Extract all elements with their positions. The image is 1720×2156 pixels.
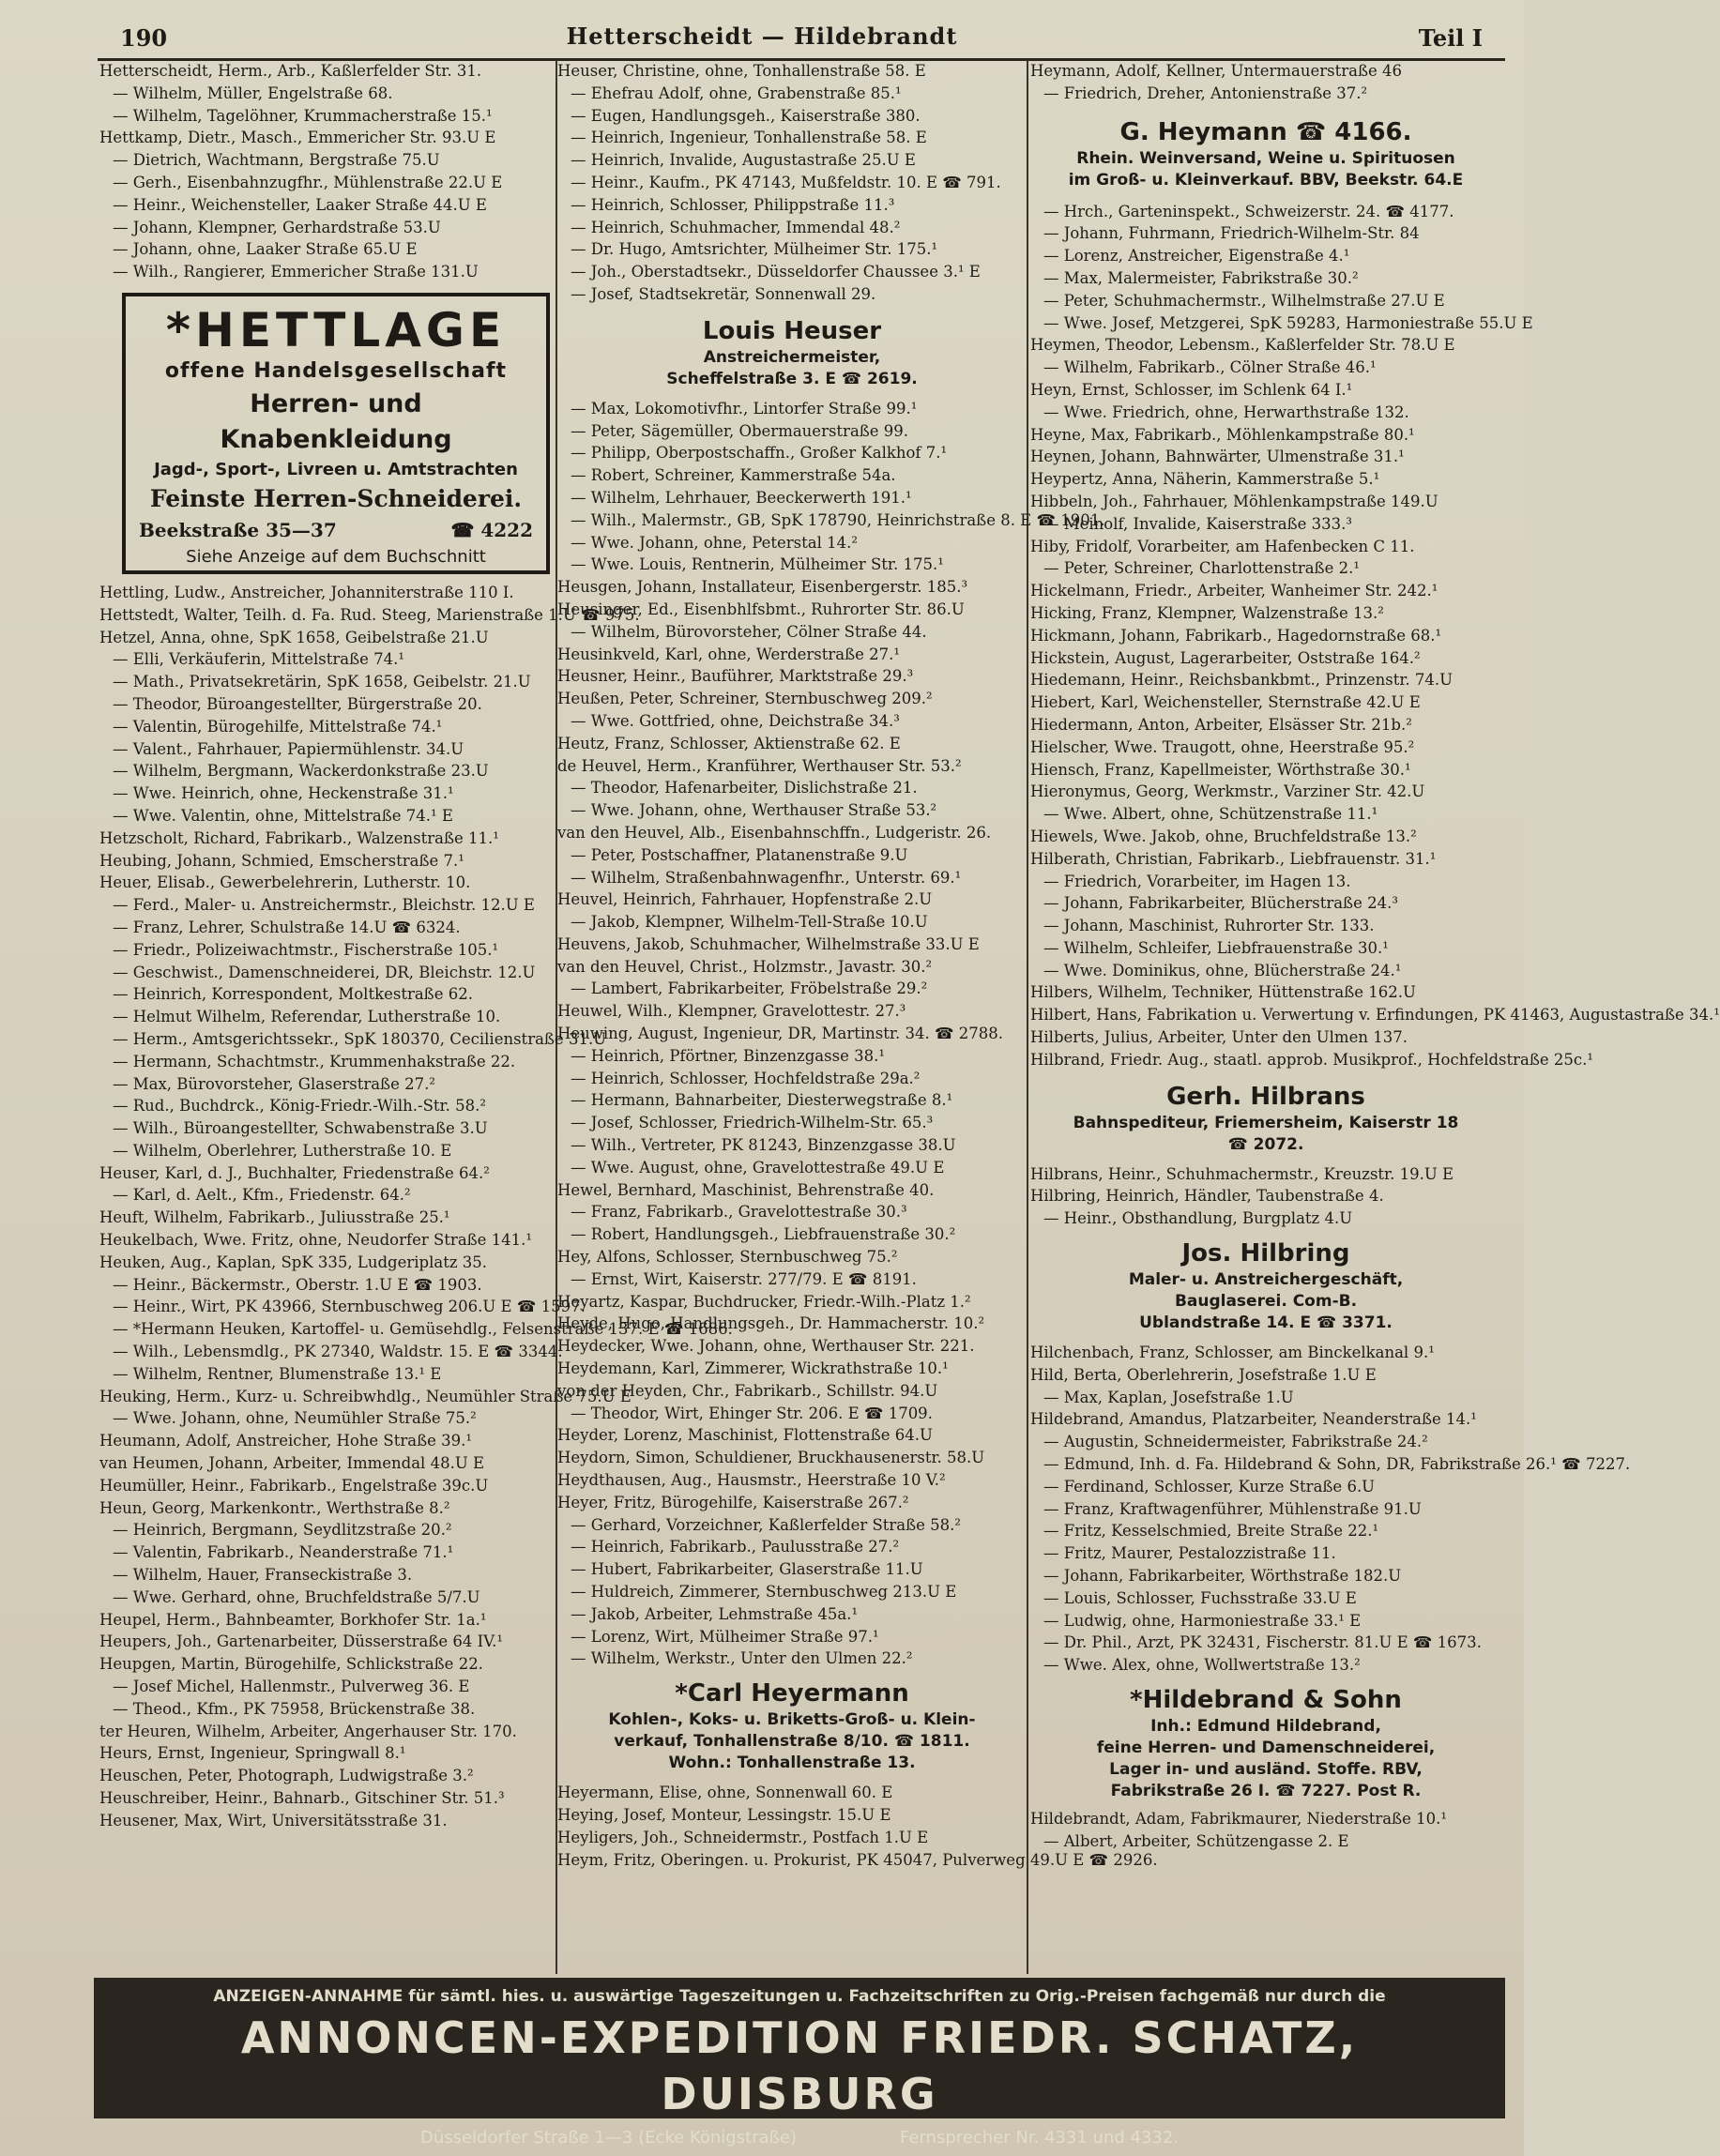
directory-entry: — Wilhelm, Bergmann, Wackerdonkstraße 23.U xyxy=(113,762,489,781)
directory-entry: — Johann, Klempner, Gerhardstraße 53.U xyxy=(113,218,441,236)
ad-company-name: Louis Heuser xyxy=(702,316,882,345)
directory-entry: Heuschreiber, Heinr., Bahnarb., Gitschiner Str. 51.³ xyxy=(99,1789,505,1807)
directory-entry: Hickmann, Johann, Fabrikarb., Hagedornstraße 68.¹ xyxy=(1030,626,1442,645)
directory-entry: — Johann, Maschinist, Ruhrorter Str. 133. xyxy=(1043,917,1375,935)
directory-entry: — Wwe. Valentin, ohne, Mittelstraße 74.¹ E xyxy=(113,806,453,825)
entry-list xyxy=(1028,60,1503,105)
directory-entry: — Theodor, Büroangestellter, Bürgerstraße 20. xyxy=(113,694,482,713)
directory-entry: Hieronymus, Georg, Werkmstr., Varziner Str. 42.U xyxy=(1030,782,1425,801)
ad-line: ☎ 2072. xyxy=(1227,1134,1304,1154)
entry-list xyxy=(556,398,1105,1670)
ad-note: Siehe Anzeige auf dem Buchschnitt xyxy=(186,546,486,567)
directory-entry: — Eugen, Handlungsgeh., Kaiserstraße 380. xyxy=(571,106,921,125)
hilbrans-advertisement xyxy=(1030,1081,1501,1156)
directory-entry: — Wwe. Johann, ohne, Neumühler Straße 75.² xyxy=(113,1409,477,1428)
directory-entry: — Heinrich, Schuhmacher, Immendal 48.² xyxy=(571,218,901,236)
directory-entry: Heubing, Johann, Schmied, Emscherstraße 7.¹ xyxy=(99,851,464,870)
directory-entry: — Heinrich, Invalide, Augustastraße 25.U E xyxy=(571,151,916,170)
ad-line: Anstreichermeister, xyxy=(703,347,881,367)
directory-entry: — Heinrich, Pförtner, Binzenzgasse 38.¹ xyxy=(571,1046,885,1065)
directory-entry: — Heinrich, Schlosser, Philippstraße 11.³ xyxy=(571,195,895,214)
directory-entry: Heumüller, Heinr., Fabrikarb., Engelstraße 39c.U xyxy=(99,1476,489,1495)
directory-entry: Hettling, Ludw., Anstreicher, Johanniterstraße 110 I. xyxy=(99,583,514,601)
ad-line: Bahnspediteur, Friemersheim, Kaiserstr 18 xyxy=(1073,1113,1459,1132)
directory-entry: Heyligers, Joh., Schneidermstr., Postfach 1.U E xyxy=(557,1828,929,1846)
directory-entry: — Hubert, Fabrikarbeiter, Glaserstraße 11.U xyxy=(571,1560,923,1579)
directory-entry: Heurs, Ernst, Ingenieur, Springwall 8.¹ xyxy=(99,1744,406,1763)
directory-entry: Heymann, Adolf, Kellner, Untermauerstraße 46 xyxy=(1030,62,1402,80)
directory-entry: — Gerh., Eisenbahnzugfhr., Mühlenstraße 22.U E xyxy=(113,173,503,191)
directory-entry: Heuer, Elisab., Gewerbelehrerin, Lutherstr. 10. xyxy=(99,873,471,892)
ad-line: verkauf, Tonhallenstraße 8/10. ☎ 1811. xyxy=(614,1732,970,1752)
directory-entry: — Friedrich, Dreher, Antonienstraße 37.² xyxy=(1043,84,1368,102)
ad-contact xyxy=(135,516,537,544)
directory-entry: ter Heuren, Wilhelm, Arbeiter, Angerhauser Str. 170. xyxy=(99,1722,517,1740)
directory-entry: Hewel, Bernhard, Maschinist, Behrenstraße 40. xyxy=(557,1180,935,1199)
footer-notice: ANZEIGEN-ANNAHME für sämtl. hies. u. auswärtige Tageszeitungen u. Fachzeitschriften zu Orig.-Preisen fachgemäß nur durch die xyxy=(213,1987,1386,2006)
directory-entry: — Valentin, Fabrikarb., Neanderstraße 71.¹ xyxy=(113,1543,454,1562)
directory-entry: Heuwel, Wilh., Klempner, Gravelottestr. 27.³ xyxy=(557,1002,906,1021)
directory-entry: — Franz, Fabrikarb., Gravelottestraße 30.³ xyxy=(571,1203,907,1222)
directory-entry: Hicking, Franz, Klempner, Walzenstraße 13.² xyxy=(1030,603,1384,622)
directory-entry: — Heinrich, Bergmann, Seydlitzstraße 20.² xyxy=(113,1521,452,1540)
directory-entry: Heydecker, Wwe. Johann, ohne, Werthauser Str. 221. xyxy=(557,1337,975,1356)
directory-entry: Hilbring, Heinrich, Händler, Taubenstraße 4. xyxy=(1030,1187,1384,1206)
directory-entry: Hetzel, Anna, ohne, SpK 1658, Geibelstraße 21.U xyxy=(99,628,489,646)
directory-entry: — Huldreich, Zimmerer, Sternbuschweg 213.U E xyxy=(571,1583,957,1601)
directory-entry: — Wwe. Gerhard, ohne, Bruchfeldstraße 5/7.U xyxy=(113,1587,480,1606)
ad-line: Feinste Herren-Schneiderei. xyxy=(149,484,523,512)
directory-entry: Heusgen, Johann, Installateur, Eisenbergerstr. 185.³ xyxy=(557,578,968,597)
directory-entry: Heyne, Max, Fabrikarb., Möhlenkampstraße 80.¹ xyxy=(1030,425,1415,444)
directory-entry: — Ferdinand, Schlosser, Kurze Straße 6.U xyxy=(1043,1477,1376,1496)
directory-entry: — Wilhelm, Bürovorsteher, Cölner Straße 44. xyxy=(571,622,927,641)
directory-entry: Heyn, Ernst, Schlosser, im Schlenk 64 I.¹ xyxy=(1030,380,1353,399)
directory-entry: Heuschen, Peter, Photograph, Ludwigstraße 3.² xyxy=(99,1767,474,1785)
directory-entry: — Heinr., Wirt, PK 43966, Sternbuschweg 206.U E ☎ 1597. xyxy=(113,1298,586,1316)
directory-entry: — Peter, Schuhmachermstr., Wilhelmstraße 27.U E xyxy=(1043,291,1445,310)
directory-entry: — Franz, Kraftwagenführer, Mühlenstraße 91.U xyxy=(1043,1499,1422,1518)
directory-entry: — Josef Michel, Hallenmstr., Pulverweg 36. E xyxy=(113,1678,470,1696)
ad-line: Lager in- und ausländ. Stoffe. RBV, xyxy=(1109,1760,1423,1780)
heuser-advertisement xyxy=(557,315,1027,390)
directory-entry: — Jakob, Arbeiter, Lehmstraße 45a.¹ xyxy=(571,1604,859,1623)
footer-phone: Fernsprecher Nr. 4331 und 4332. xyxy=(900,2128,1180,2148)
directory-entry: Hiby, Fridolf, Vorarbeiter, am Hafenbecken C 11. xyxy=(1030,537,1415,555)
directory-entry: — Dr. Phil., Arzt, PK 32431, Fischerstr. 81.U E ☎ 1673. xyxy=(1043,1633,1482,1652)
ad-specialty: Herren- und Knabenkleidung xyxy=(220,388,452,454)
directory-entry: — Wilh., Vertreter, PK 81243, Binzenzgasse 38.U xyxy=(571,1136,956,1155)
hettlage-advertisement xyxy=(122,293,550,574)
directory-entry: Hildebrand, Amandus, Platzarbeiter, Neanderstraße 14.¹ xyxy=(1030,1410,1477,1429)
directory-entry: Hilbrand, Friedr. Aug., staatl. approb. Musikprof., Hochfeldstraße 25c.¹ xyxy=(1030,1050,1594,1069)
directory-entry: — Wilh., Büroangestellter, Schwabenstraße 3.U xyxy=(113,1119,488,1138)
directory-entry: Hetzscholt, Richard, Fabrikarb., Walzenstraße 11.¹ xyxy=(99,828,499,847)
ad-line: Scheffelstraße 3. E ☎ 2619. xyxy=(666,369,918,388)
directory-entry: Hilberts, Julius, Arbeiter, Unter den Ulmen 137. xyxy=(1030,1028,1408,1047)
directory-entry: — Meinolf, Invalide, Kaiserstraße 333.³ xyxy=(1043,514,1352,533)
directory-entry: — Heinr., Obsthandlung, Burgplatz 4.U xyxy=(1043,1209,1353,1228)
ad-line: Jagd-, Sport-, Livreen u. Amtstrachten xyxy=(154,459,518,479)
directory-entry: — Philipp, Oberpostschaffn., Großer Kalkhof 7.¹ xyxy=(571,444,948,463)
directory-entry: — Wwe. Johann, ohne, Peterstal 14.² xyxy=(571,533,858,552)
entry-list xyxy=(98,60,556,283)
footer-banner xyxy=(94,1978,1505,2148)
directory-entry: — Wwe. Alex, ohne, Wollwertstraße 13.² xyxy=(1043,1656,1361,1675)
directory-entry: — Fritz, Kesselschmied, Breite Straße 22.¹ xyxy=(1043,1522,1379,1541)
directory-entry: — Wilhelm, Lehrhauer, Beeckerwerth 191.¹ xyxy=(571,488,912,507)
footer-contact xyxy=(94,2122,1505,2154)
directory-entry: Heyermann, Elise, ohne, Sonnenwall 60. E xyxy=(557,1784,893,1802)
directory-entry: Heuft, Wilhelm, Fabrikarb., Juliusstraße 25.¹ xyxy=(99,1208,450,1227)
page-title: Hetterscheidt — Hildebrandt xyxy=(566,23,958,50)
directory-entry: — Wwe. Johann, ohne, Werthauser Straße 53.² xyxy=(571,801,937,820)
directory-entry: Heuser, Karl, d. J., Buchhalter, Friedenstraße 64.² xyxy=(99,1163,490,1182)
directory-entry: — Theod., Kfm., PK 75958, Brückenstraße 38. xyxy=(113,1699,476,1718)
heymann-advertisement xyxy=(1030,116,1501,191)
directory-entry: — Wilhelm, Straßenbahnwagenfhr., Unterstr. 69.¹ xyxy=(571,868,962,887)
directory-entry: — Heinr., Weichensteller, Laaker Straße 44.U E xyxy=(113,195,487,214)
directory-entry: — Hrch., Garteninspekt., Schweizerstr. 24. ☎ 4177. xyxy=(1043,202,1454,220)
directory-entry: — Herm., Amtsgerichtssekr., SpK 180370, Cecilienstraße 31.U xyxy=(113,1029,607,1048)
directory-entry: Hilbers, Wilhelm, Techniker, Hüttenstraße 162.U xyxy=(1030,983,1416,1002)
entry-list xyxy=(1028,1163,1503,1230)
directory-entry: Heying, Josef, Monteur, Lessingstr. 15.U E xyxy=(557,1805,891,1824)
entry-list xyxy=(556,60,1028,306)
ad-company-name: *Carl Heyermann xyxy=(675,1679,909,1708)
directory-entry: Hilberath, Christian, Fabrikarb., Liebfrauenstr. 31.¹ xyxy=(1030,849,1437,868)
directory-entry: Heyder, Lorenz, Maschinist, Flottenstraße 64.U xyxy=(557,1426,933,1445)
directory-entry: Hiebert, Karl, Weichensteller, Sternstraße 42.U E xyxy=(1030,693,1421,712)
directory-entry: — Louis, Schlosser, Fuchsstraße 33.U E xyxy=(1043,1588,1357,1607)
directory-entry: Heumann, Adolf, Anstreicher, Hohe Straße 39.¹ xyxy=(99,1432,472,1450)
directory-entry: — Johann, Fuhrmann, Friedrich-Wilhelm-Str. 84 xyxy=(1043,224,1420,243)
directory-entry: — Wwe. Dominikus, ohne, Blücherstraße 24.¹ xyxy=(1043,961,1402,979)
directory-entry: — Edmund, Inh. d. Fa. Hildebrand & Sohn, DR, Fabrikstraße 26.¹ ☎ 7227. xyxy=(1043,1455,1631,1474)
directory-entry: Heyer, Fritz, Bürogehilfe, Kaiserstraße 267.² xyxy=(557,1493,909,1511)
directory-entry: — Heinr., Bäckermstr., Oberstr. 1.U E ☎ 1903. xyxy=(113,1275,482,1294)
directory-entry: — Ehefrau Adolf, ohne, Grabenstraße 85.¹ xyxy=(571,84,902,102)
ad-company-name: *Hildebrand & Sohn xyxy=(1130,1686,1402,1715)
directory-entry: — Friedr., Polizeiwachtmstr., Fischerstraße 105.¹ xyxy=(113,940,499,959)
directory-entry: — Wwe. August, ohne, Gravelottestraße 49.U E xyxy=(571,1158,945,1177)
directory-entry: — Wwe. Louis, Rentnerin, Mülheimer Str. 175.¹ xyxy=(571,555,944,574)
directory-entry: Hiedermann, Anton, Arbeiter, Elsässer Str. 21b.² xyxy=(1030,715,1412,734)
entry-list xyxy=(1028,201,1720,1071)
directory-entry: — Robert, Handlungsgeh., Liebfrauenstraße 30.² xyxy=(571,1225,956,1244)
directory-entry: — Wwe. Albert, ohne, Schützenstraße 11.¹ xyxy=(1043,805,1378,824)
directory-entry: — Peter, Postschaffner, Platanenstraße 9.U xyxy=(571,845,908,864)
directory-entry: Hettkamp, Dietr., Masch., Emmericher Str. 93.U E xyxy=(99,129,496,147)
ad-line: Rhein. Weinversand, Weine u. Spirituosen xyxy=(1076,148,1455,168)
directory-entry: Heym, Fritz, Oberingen. u. Prokurist, PK 45047, Pulverweg 49.U E ☎ 2926. xyxy=(557,1850,1158,1869)
directory-entry: — Peter, Sägemüller, Obermauerstraße 99. xyxy=(571,421,909,440)
directory-entry: — Ludwig, ohne, Harmoniestraße 33.¹ E xyxy=(1043,1611,1362,1630)
directory-entry: Heuking, Herm., Kurz- u. Schreibwhdlg., Neumühler Straße 75.U E xyxy=(99,1387,632,1405)
directory-entry: Heusner, Heinr., Bauführer, Marktstraße 29.³ xyxy=(557,667,914,686)
directory-entry: van den Heuvel, Alb., Eisenbahnschffn., Ludgeristr. 26. xyxy=(557,823,992,842)
directory-entry: Hey, Alfons, Schlosser, Sternbuschweg 75.² xyxy=(557,1248,898,1267)
directory-entry: Hiedemann, Heinr., Reichsbankbmt., Prinzenstr. 74.U xyxy=(1030,671,1454,690)
directory-entry: Heutz, Franz, Schlosser, Aktienstraße 62. E xyxy=(557,734,901,752)
directory-entry: Hickstein, August, Lagerarbeiter, Oststraße 164.² xyxy=(1030,648,1421,667)
entry-list xyxy=(556,1782,1158,1871)
directory-entry: — Geschwist., Damenschneiderei, DR, Bleichstr. 12.U xyxy=(113,963,536,981)
hilbring-advertisement xyxy=(1030,1237,1501,1334)
directory-entry: Heuken, Aug., Kaplan, SpK 335, Ludgeriplatz 35. xyxy=(99,1253,487,1271)
directory-entry: — Math., Privatsekretärin, SpK 1658, Geibelstr. 21.U xyxy=(113,673,531,691)
ad-line: Wohn.: Tonhallenstraße 13. xyxy=(668,1754,916,1773)
entry-list xyxy=(1028,1808,1503,1853)
ad-company-name: Jos. Hilbring xyxy=(1181,1239,1350,1268)
footer-address: Düsseldorfer Straße 1—3 (Ecke Königstraße) xyxy=(419,2128,798,2148)
directory-entry: Heupel, Herm., Bahnbeamter, Borkhofer Str. 1a.¹ xyxy=(99,1610,487,1629)
directory-entry: — Wilhelm, Werkstr., Unter den Ulmen 22.² xyxy=(571,1649,913,1668)
directory-entry: Hildebrandt, Adam, Fabrikmaurer, Niederstraße 10.¹ xyxy=(1030,1810,1447,1829)
directory-entry: — Wilhelm, Schleifer, Liebfrauenstraße 30.¹ xyxy=(1043,938,1389,957)
footer-company: ANNONCEN-EXPEDITION FRIEDR. SCHATZ, DUISBURG xyxy=(240,2012,1359,2119)
column-3 xyxy=(1028,60,1720,1974)
page-number: 190 xyxy=(120,24,168,52)
directory-entry: — Max, Malermeister, Fabrikstraße 30.² xyxy=(1043,268,1359,287)
directory-entry: — Max, Bürovorsteher, Glaserstraße 27.² xyxy=(113,1074,435,1093)
directory-entry: — Dr. Hugo, Amtsrichter, Mülheimer Str. 175.¹ xyxy=(571,240,938,259)
directory-entry: Heupgen, Martin, Bürogehilfe, Schlickstraße 22. xyxy=(99,1655,483,1674)
directory-entry: — Wilhelm, Fabrikarb., Cölner Straße 46.¹ xyxy=(1043,358,1377,377)
directory-entry: Heusinkveld, Karl, ohne, Werderstraße 27.¹ xyxy=(557,645,901,663)
directory-entry: — Johann, Fabrikarbeiter, Wörthstraße 182.U xyxy=(1043,1567,1402,1586)
directory-entry: Hilbert, Hans, Fabrikation u. Verwertung v. Erfindungen, PK 41463, Augustastraße 34.¹ xyxy=(1030,1006,1720,1025)
directory-entry: — Wilhelm, Hauer, Franseckistraße 3. xyxy=(113,1566,413,1585)
directory-entry: — Lambert, Fabrikarbeiter, Fröbelstraße 29.² xyxy=(571,979,928,998)
directory-entry: Heyartz, Kaspar, Buchdrucker, Friedr.-Wilh.-Platz 1.² xyxy=(557,1292,971,1311)
directory-entry: — Max, Kaplan, Josefstraße 1.U xyxy=(1043,1388,1294,1406)
directory-entry: Hiensch, Franz, Kapellmeister, Wörthstraße 30.¹ xyxy=(1030,760,1411,779)
directory-entry: — Fritz, Maurer, Pestalozzistraße 11. xyxy=(1043,1544,1336,1563)
directory-entry: Hiewels, Wwe. Jakob, ohne, Bruchfeldstraße 13.² xyxy=(1030,827,1417,845)
ad-line: Ublandstraße 14. E ☎ 3371. xyxy=(1139,1313,1393,1333)
directory-entry: — Wilh., Malermstr., GB, SpK 178790, Heinrichstraße 8. E ☎ 1901. xyxy=(571,510,1105,529)
directory-entry: — Wilh., Rangierer, Emmericher Straße 131.U xyxy=(113,263,479,281)
directory-entry: — Augustin, Schneidermeister, Fabrikstraße 24.² xyxy=(1043,1433,1428,1451)
directory-entry: Hilbrans, Heinr., Schuhmachermstr., Kreuzstr. 19.U E xyxy=(1030,1164,1454,1183)
directory-entry: Heußen, Peter, Schreiner, Sternbuschweg 209.² xyxy=(557,690,933,708)
directory-entry: — Gerhard, Vorzeichner, Kaßlerfelder Straße 58.² xyxy=(571,1515,962,1534)
ad-phone: ☎ 4222 xyxy=(450,518,533,541)
directory-entry: — Dietrich, Wachtmann, Bergstraße 75.U xyxy=(113,151,440,170)
directory-entry: — Wilh., Lebensmdlg., PK 27340, Waldstr. 15. E ☎ 3344. xyxy=(113,1343,563,1361)
entry-list xyxy=(1028,1342,1631,1677)
directory-entry: Heuvens, Jakob, Schuhmacher, Wilhelmstraße 33.U E xyxy=(557,934,980,953)
page-header xyxy=(0,21,1524,58)
directory-entry: — Karl, d. Aelt., Kfm., Friedenstr. 64.² xyxy=(113,1186,411,1205)
directory-entry: — Ernst, Wirt, Kaiserstr. 277/79. E ☎ 8191. xyxy=(571,1269,917,1288)
directory-entry: — Heinrich, Ingenieur, Tonhallenstraße 58. E xyxy=(571,129,927,147)
ad-line: im Groß- u. Kleinverkauf. BBV, Beekstr. 64.E xyxy=(1068,170,1464,190)
directory-entry: — Peter, Schreiner, Charlottenstraße 2.¹ xyxy=(1043,559,1360,578)
directory-entry: — Wilhelm, Oberlehrer, Lutherstraße 10. E xyxy=(113,1141,452,1160)
directory-entry: — Lorenz, Wirt, Mülheimer Straße 97.¹ xyxy=(571,1627,879,1646)
directory-entry: — Jakob, Klempner, Wilhelm-Tell-Straße 10.U xyxy=(571,913,928,932)
directory-entry: — Elli, Verkäuferin, Mittelstraße 74.¹ xyxy=(113,650,404,669)
ad-line: feine Herren- und Damenschneiderei, xyxy=(1096,1738,1436,1758)
directory-entry: Heusener, Max, Wirt, Universitätsstraße 31. xyxy=(99,1811,448,1830)
directory-entry: — Rud., Buchdrck., König-Friedr.-Wilh.-Str. 58.² xyxy=(113,1097,486,1116)
ad-line: Inh.: Edmund Hildebrand, xyxy=(1150,1717,1381,1737)
directory-entry: — Helmut Wilhelm, Referendar, Lutherstraße 10. xyxy=(113,1008,501,1026)
directory-entry: Heynen, Johann, Bahnwärter, Ulmenstraße 31.¹ xyxy=(1030,448,1405,466)
ad-line: Maler- u. Anstreichergeschäft, xyxy=(1128,1270,1404,1290)
directory-entry: Heuwing, August, Ingenieur, DR, Martinstr. 34. ☎ 2788. xyxy=(557,1025,1003,1043)
directory-entry: Hild, Berta, Oberlehrerin, Josefstraße 1.U E xyxy=(1030,1365,1377,1384)
directory-entry: — Lorenz, Anstreicher, Eigenstraße 4.¹ xyxy=(1043,247,1350,266)
directory-entry: Heydemann, Karl, Zimmerer, Wickrathstraße 10.¹ xyxy=(557,1359,949,1378)
directory-entry: — Wwe. Friedrich, ohne, Herwarthstraße 132. xyxy=(1043,402,1409,421)
directory-entry: — Albert, Arbeiter, Schützengasse 2. E xyxy=(1043,1831,1349,1850)
directory-entry: — Joh., Oberstadtsekr., Düsseldorfer Chaussee 3.¹ E xyxy=(571,263,981,281)
directory-entry: — Valent., Fahrhauer, Papiermühlenstr. 34.U xyxy=(113,739,464,758)
directory-entry: Heusinger, Ed., Eisenbhlfsbmt., Ruhrorter Str. 86.U xyxy=(557,600,965,618)
directory-entry: Heun, Georg, Markenkontr., Werthstraße 8.² xyxy=(99,1498,450,1517)
directory-entry: — Johann, ohne, Laaker Straße 65.U E xyxy=(113,240,418,259)
directory-entry: — Heinrich, Fabrikarb., Paulusstraße 27.² xyxy=(571,1538,900,1556)
ad-company-name: *HETTLAGE xyxy=(165,302,507,357)
directory-entry: — *Hermann Heuken, Kartoffel- u. Gemüsehdlg., Felsenstraße 137. E ☎ 1686. xyxy=(113,1320,733,1339)
directory-entry: — Franz, Lehrer, Schulstraße 14.U ☎ 6324. xyxy=(113,918,461,936)
directory-entry: — Ferd., Maler- u. Anstreichermstr., Bleichstr. 12.U E xyxy=(113,896,535,915)
directory-entry: — Heinrich, Korrespondent, Moltkestraße 62. xyxy=(113,985,473,1004)
directory-entry: Hetterscheidt, Herm., Arb., Kaßlerfelder Str. 31. xyxy=(99,62,482,80)
directory-entry: — Josef, Stadtsekretär, Sonnenwall 29. xyxy=(571,284,876,303)
directory-entry: — Heinrich, Schlosser, Hochfeldstraße 29a.² xyxy=(571,1069,921,1087)
directory-entry: de Heuvel, Herm., Kranführer, Werthauser Str. 53.² xyxy=(557,756,962,775)
directory-entry: — Wilhelm, Rentner, Blumenstraße 13.¹ E xyxy=(113,1364,442,1383)
ad-company-form: offene Handelsgesellschaft xyxy=(164,358,508,383)
directory-entry: Hilchenbach, Franz, Schlosser, am Binckelkanal 9.¹ xyxy=(1030,1344,1435,1362)
ad-address: Beekstraße 35—37 xyxy=(139,518,337,541)
directory-entry: — Friedrich, Vorarbeiter, im Hagen 13. xyxy=(1043,872,1351,890)
directory-entry: — Heinr., Kaufm., PK 47143, Mußfeldstr. 10. E ☎ 791. xyxy=(571,173,1001,191)
ad-line: Bauglaserei. Com-B. xyxy=(1174,1292,1358,1312)
directory-entry: Heuser, Christine, ohne, Tonhallenstraße 58. E xyxy=(557,62,926,80)
directory-entry: Heydorn, Simon, Schuldiener, Bruckhausenerstr. 58.U xyxy=(557,1449,985,1467)
directory-entry: Heyde, Hugo, Handlungsgeh., Dr. Hammacherstr. 10.² xyxy=(557,1314,985,1333)
directory-entry: — Hermann, Schachtmstr., Krummenhakstraße 22. xyxy=(113,1052,516,1070)
column-2 xyxy=(556,60,1158,1974)
hildebrand-advertisement xyxy=(1030,1684,1501,1802)
directory-entry: — Wwe. Josef, Metzgerei, SpK 59283, Harmoniestraße 55.U E xyxy=(1043,313,1533,332)
directory-entry: von der Heyden, Chr., Fabrikarb., Schillstr. 94.U xyxy=(557,1381,938,1400)
directory-entry: Heukelbach, Wwe. Fritz, ohne, Neudorfer Straße 141.¹ xyxy=(99,1231,533,1250)
directory-entry: — Hermann, Bahnarbeiter, Diesterwegstraße 8.¹ xyxy=(571,1091,953,1110)
directory-entry: Hielscher, Wwe. Traugott, ohne, Heerstraße 95.² xyxy=(1030,737,1415,756)
directory-entry: — Robert, Schreiner, Kammerstraße 54a. xyxy=(571,466,896,485)
directory-entry: — Theodor, Wirt, Ehinger Str. 206. E ☎ 1709. xyxy=(571,1404,933,1422)
ad-line: Fabrikstraße 26 I. ☎ 7227. Post R. xyxy=(1110,1782,1422,1801)
directory-entry: — Johann, Fabrikarbeiter, Blücherstraße 24.³ xyxy=(1043,894,1398,913)
directory-entry: — Wwe. Heinrich, ohne, Heckenstraße 31.¹ xyxy=(113,784,454,803)
heyermann-advertisement xyxy=(557,1678,1027,1774)
ad-company-name: G. Heymann ☎ 4166. xyxy=(1119,117,1412,146)
directory-entry: van Heumen, Johann, Arbeiter, Immendal 48.U E xyxy=(99,1454,485,1473)
part-label: Teil I xyxy=(1418,24,1483,52)
directory-entry: Heymen, Theodor, Lebensm., Kaßlerfelder Str. 78.U E xyxy=(1030,336,1455,355)
directory-entry: — Wilhelm, Tagelöhner, Krummacherstraße 15.¹ xyxy=(113,106,493,125)
directory-entry: Hettstedt, Walter, Teilh. d. Fa. Rud. Steeg, Marienstraße 1.U ☎ 975. xyxy=(99,605,640,624)
directory-entry: Heuvel, Heinrich, Fahrhauer, Hopfenstraße 2.U xyxy=(557,890,933,909)
directory-entry: — Max, Lokomotivfhr., Lintorfer Straße 99.¹ xyxy=(571,399,918,418)
directory-entry: Heypertz, Anna, Näherin, Kammerstraße 5.¹ xyxy=(1030,470,1380,489)
directory-entry: Heydthausen, Aug., Hausmstr., Heerstraße 10 V.² xyxy=(557,1471,946,1490)
directory-entry: — Valentin, Bürogehilfe, Mittelstraße 74.¹ xyxy=(113,717,443,736)
ad-line: Kohlen-, Koks- u. Briketts-Groß- u. Klein- xyxy=(608,1710,976,1730)
directory-entry: Hickelmann, Friedr., Arbeiter, Wanheimer Str. 242.¹ xyxy=(1030,582,1438,600)
directory-entry: Heupers, Joh., Gartenarbeiter, Düsserstraße 64 IV.¹ xyxy=(99,1632,504,1651)
directory-entry: — Wilhelm, Müller, Engelstraße 68. xyxy=(113,84,393,102)
directory-entry: — Josef, Schlosser, Friedrich-Wilhelm-Str. 65.³ xyxy=(571,1114,934,1132)
directory-entry: van den Heuvel, Christ., Holzmstr., Javastr. 30.² xyxy=(557,957,933,976)
directory-entry: Hibbeln, Joh., Fahrhauer, Möhlenkampstraße 149.U xyxy=(1030,492,1438,510)
ad-company-name: Gerh. Hilbrans xyxy=(1166,1082,1365,1111)
directory-entry: — Theodor, Hafenarbeiter, Dislichstraße 21. xyxy=(571,779,918,797)
directory-entry: — Wwe. Gottfried, ohne, Deichstraße 34.³ xyxy=(571,711,900,730)
